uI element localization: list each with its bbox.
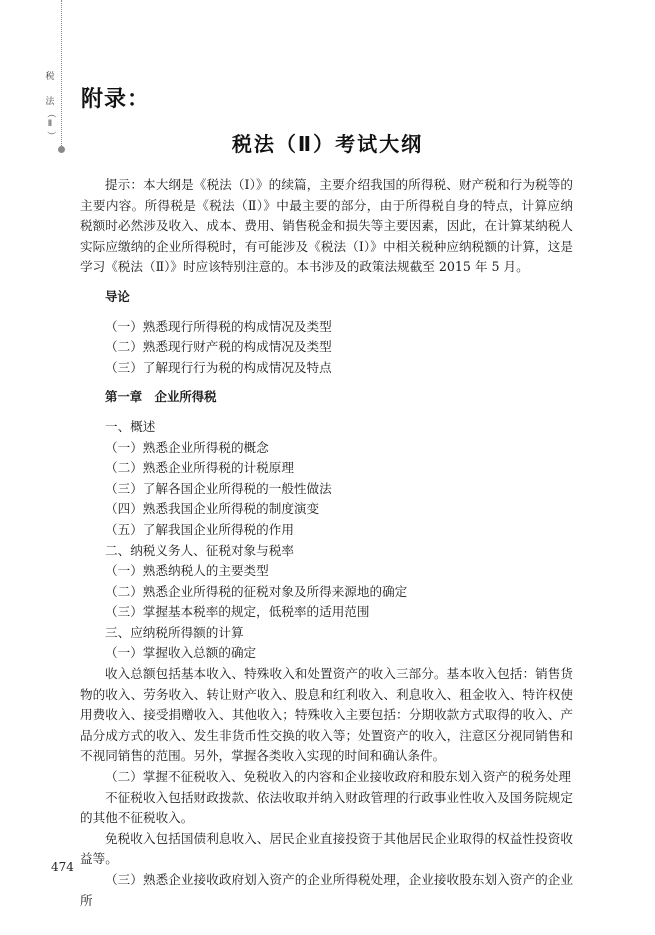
list-item: （五）了解我国企业所得税的作用: [105, 521, 294, 537]
list-item: 二、纳税义务人、征税对象与税率: [105, 542, 294, 558]
list-item: （二）熟悉企业所得税的计税原理: [105, 460, 294, 476]
list-item: （三）了解现行行为税的构成情况及特点: [105, 359, 332, 375]
sidebar-char: （: [45, 108, 56, 118]
page-title: 税法（Ⅱ）考试大纲: [231, 132, 424, 156]
list-item: （二）熟悉现行财产税的构成情况及类型: [105, 339, 332, 355]
list-item: 一、概述: [105, 418, 156, 434]
document-body: [80, 175, 573, 911]
list-item: （二）熟悉企业所得税的征税对象及所得来源地的确定: [105, 583, 408, 599]
list-item: （四）熟悉我国企业所得税的制度演变: [105, 501, 320, 517]
sidebar-char: ）: [45, 130, 56, 140]
list-item: （一）熟悉现行所得税的构成情况及类型: [105, 318, 332, 334]
list-item: （三）熟悉企业接收政府划入资产的企业所得税处理，企业接收股东划入资产的企业所: [80, 872, 573, 908]
list-item: （一）掌握收入总额的确定: [105, 645, 257, 661]
list-item: 三、应纳税所得额的计算: [105, 624, 244, 640]
sidebar-dotted-line: [61, 0, 62, 148]
intro-paragraph: 提示：本大纲是《税法（Ⅰ）》的续篇，主要介绍我国的所得税、财产税和行为税等的主要内容。所得税是《税法（Ⅱ）》中最主要的部分，由于所得税自身的特点，计算应纳税额时必然涉及收入、成本、费用、销售税金和损失等主要因素，因此，在计算某纳税人实际应缴纳的企业所得税时，有可能涉及《税法（Ⅰ）》中相关税种应纳税额的计算，这是学习《税法（Ⅱ）》时应该特别注意的。本书涉及的政策法规截至 2015 年 5 月。: [80, 177, 573, 275]
list-item: （三）掌握基本税率的规定，低税率的适用范围: [105, 604, 370, 620]
sidebar-char: 法: [45, 97, 55, 107]
list-item: （一）熟悉企业所得税的概念: [105, 439, 269, 455]
paragraph-exempt: 免税收入包括国债利息收入、居民企业直接投资于其他居民企业取得的权益性投资收益等。: [80, 830, 573, 867]
list-item: （三）了解各国企业所得税的一般性做法: [105, 480, 332, 496]
section-heading-intro: 导论: [105, 288, 130, 304]
appendix-label: 附录：: [81, 87, 151, 112]
page-number: 474: [51, 860, 74, 874]
sidebar-char: Ⅱ: [47, 119, 53, 129]
paragraph-nontax: 不征税收入包括财政拨款、依法收取并纳入财政管理的行政事业性收入及国务院规定的其他不征税收入。: [80, 789, 573, 826]
sidebar-char: 税: [45, 72, 55, 82]
list-item: （一）熟悉纳税人的主要类型: [105, 563, 269, 579]
chapter-heading: 第一章 企业所得税: [105, 389, 217, 405]
list-item: （二）掌握不征税收入、免税收入的内容和企业接收政府和股东划入资产的税务处理: [105, 769, 571, 785]
paragraph-income: 收入总额包括基本收入、特殊收入和处置资产的收入三部分。基本收入包括：销售货物的收入、劳务收入、转让财产收入、股息和红利收入、利息收入、租金收入、特许权使用费收入、接受捐赠收入、其他收入；特殊收入主要包括：分期收款方式取得的收入、产品分成方式的收入、发生非货币性交换的收入等；处置资产的收入，注意区分视同销售和不视同销售的范围。另外，掌握各类收入实现的时间和确认条件。: [80, 666, 573, 764]
